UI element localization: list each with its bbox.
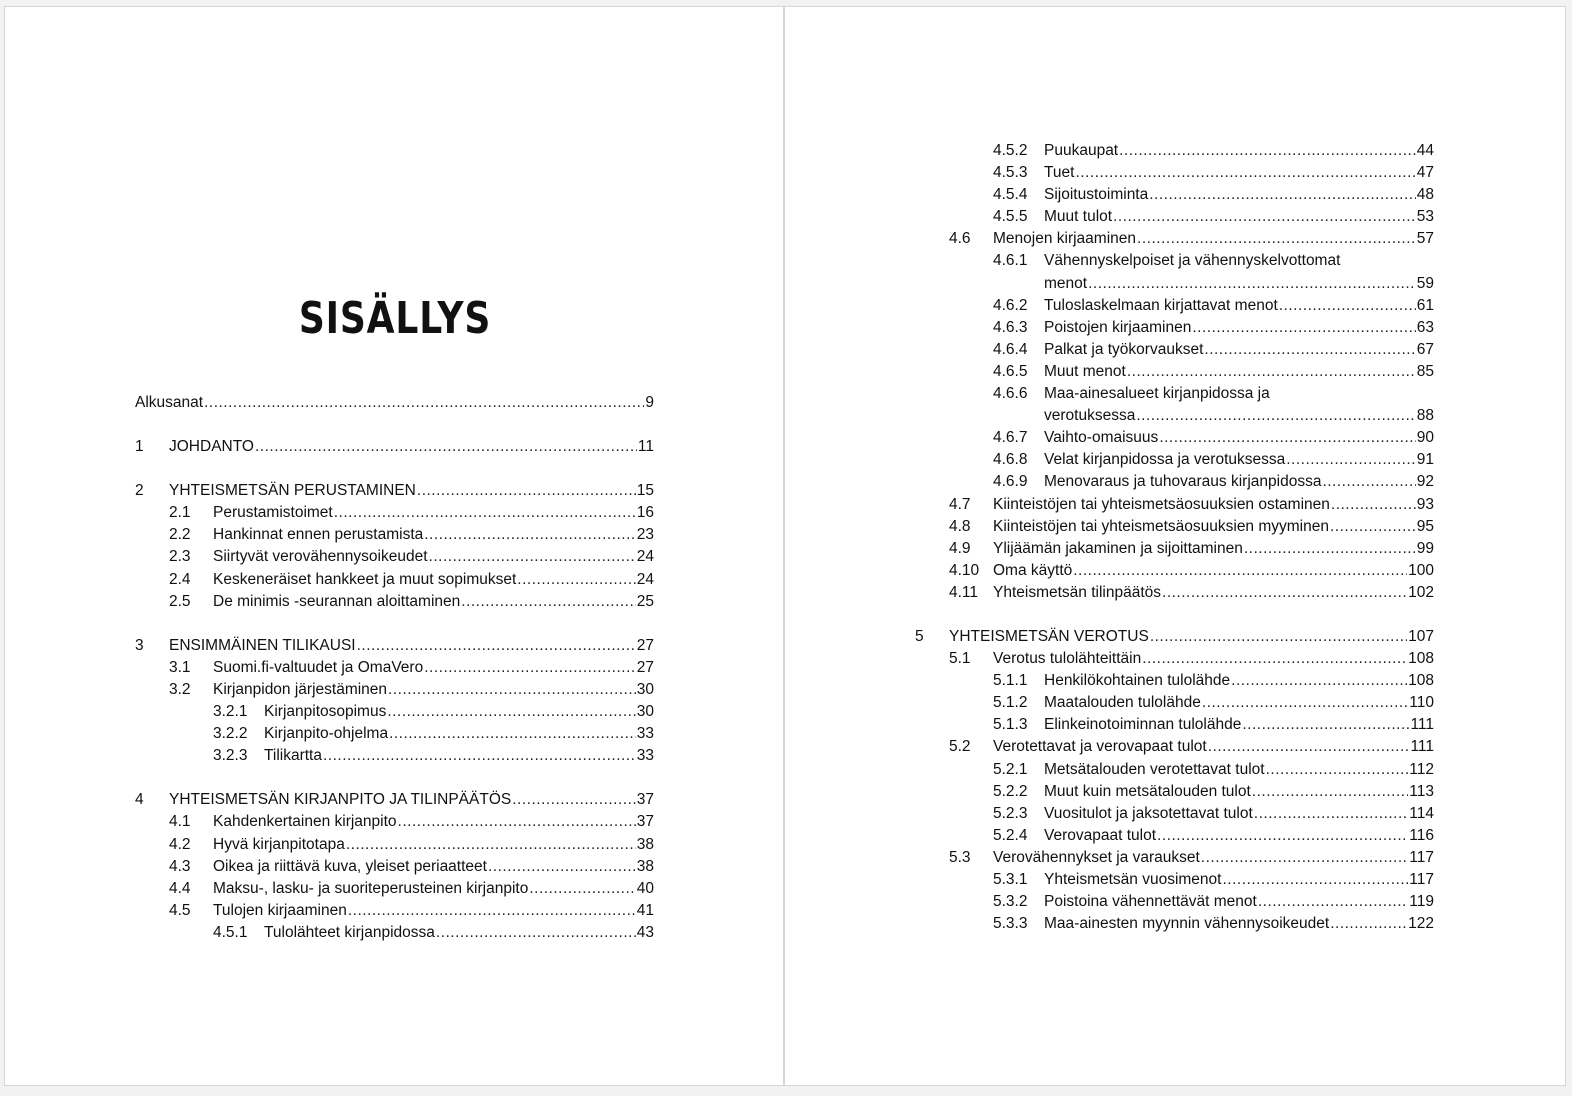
toc-entry <box>135 436 654 458</box>
toc-entry-title: Kiinteistöjen tai yhteismetsäosuuksien myyminen <box>993 517 1329 535</box>
toc-entry-title: Oma käyttö <box>993 561 1073 579</box>
toc-entry <box>915 648 1434 670</box>
toc-entry-number: 5.3.1 <box>993 871 1028 888</box>
toc-entry-number: 5.1.3 <box>993 716 1028 734</box>
toc-entry-page: 33 <box>636 725 654 743</box>
toc-entry-title: Menojen kirjaaminen <box>993 230 1137 248</box>
toc-leader-dots <box>1244 538 1416 560</box>
toc-entry-title: Verotus tulolähteittäin <box>993 650 1142 668</box>
toc-entry-title: Maksu-, lasku- ja suoriteperusteinen kirjanpito <box>213 879 529 897</box>
toc-leader-dots <box>1201 847 1408 869</box>
toc-entry-page: 67 <box>1416 340 1434 358</box>
toc-entry-title: Kirjanpitosopimus <box>264 703 387 721</box>
toc-leader-dots <box>529 878 635 900</box>
toc-entry-number: 2.4 <box>169 570 191 588</box>
toc-entry-page: 111 <box>1410 716 1434 734</box>
toc-entry-page: 92 <box>1416 473 1434 491</box>
toc-entry <box>915 471 1434 493</box>
toc-entry <box>915 206 1434 228</box>
toc-entry-title: Sijoitustoiminta <box>1044 186 1149 204</box>
toc-entry-number: 3.2.1 <box>213 703 248 721</box>
toc-entry <box>135 502 654 524</box>
toc-entry-title: Alkusanat <box>135 394 204 411</box>
toc-entry-number: 4.5.1 <box>213 923 248 941</box>
toc-entry-title: Hankinnat ennen perustamista <box>213 526 424 544</box>
toc-entry <box>915 516 1434 538</box>
toc-entry-number: 5.2 <box>949 738 971 756</box>
toc-leader-dots <box>488 856 636 878</box>
toc-entry-number: 4 <box>135 791 144 809</box>
toc-entry <box>915 361 1434 383</box>
toc-entry-title: Muut tulot <box>1044 208 1113 226</box>
toc-entry-number: 2.2 <box>169 526 191 544</box>
toc-entry <box>915 736 1434 758</box>
toc-entry-page: 63 <box>1416 318 1434 336</box>
toc-leader-dots <box>1279 295 1416 317</box>
toc-entry-page: 100 <box>1408 561 1434 579</box>
toc-entry-page: 40 <box>636 879 654 897</box>
toc-entry-number: 4.8 <box>949 517 971 535</box>
toc-entry-number: 2.5 <box>169 592 191 610</box>
toc-entry-page: 108 <box>1408 650 1434 668</box>
toc-leader-dots <box>1208 736 1410 758</box>
toc-entry-number: 4.5 <box>169 901 191 919</box>
toc-entry-number: 3 <box>135 636 144 654</box>
toc-entry-number: 4.2 <box>169 835 191 853</box>
toc-entry-page: 30 <box>636 680 654 698</box>
toc-entry <box>915 560 1434 582</box>
toc-entry <box>915 140 1434 162</box>
toc-entry-number: 5.3.3 <box>993 915 1028 933</box>
toc-entry <box>915 626 1434 648</box>
toc-entry <box>135 922 654 944</box>
toc-entry-page: 102 <box>1408 583 1434 601</box>
toc-entry-page: 90 <box>1416 429 1434 447</box>
toc-entry-title: Oikea ja riittävä kuva, yleiset periaatteet <box>213 857 487 875</box>
toc-entry-number: 4.6 <box>949 230 971 248</box>
toc-entry-page: 38 <box>636 857 654 875</box>
toc-leader-dots <box>424 657 636 679</box>
toc-leader-dots <box>346 834 636 856</box>
toc-entry <box>135 834 654 856</box>
toc-entry-number: 5.3 <box>949 848 971 866</box>
toc-entry-title: Palkat ja työkorvaukset <box>1044 340 1204 358</box>
toc-entry <box>135 546 654 568</box>
toc-entry-number: 4.6.4 <box>993 340 1028 358</box>
toc-entry-page: 37 <box>636 813 654 831</box>
toc-entry-title: Tilikartta <box>264 747 322 765</box>
toc-leader-dots <box>512 789 636 811</box>
toc-entry-page: 53 <box>1416 208 1434 226</box>
toc-entry <box>135 657 654 679</box>
toc-entry-number: 3.2 <box>169 680 191 698</box>
toc-leader-dots <box>255 436 637 458</box>
toc-entry-number: 1 <box>135 438 144 456</box>
toc-entry-page: 122 <box>1408 915 1434 933</box>
toc-entry-number: 4.6.9 <box>993 473 1028 491</box>
toc-entry-title: Muut menot <box>1044 362 1126 380</box>
toc-leader-dots <box>1331 494 1416 516</box>
toc-entry-number: 4.6.6 <box>993 385 1028 403</box>
toc-entry <box>915 913 1434 935</box>
toc-entry-title: Maa-ainesten myynnin vähennysoikeudet <box>1044 915 1330 933</box>
toc-entry <box>135 569 654 591</box>
toc-entry-number: 4.11 <box>949 583 979 601</box>
toc-entry-title: Vaihto-omaisuus <box>1044 429 1159 447</box>
toc-entry-number: 4.6.8 <box>993 451 1028 469</box>
toc-leader-dots <box>1322 471 1415 493</box>
toc-entry-page: 33 <box>636 747 654 765</box>
toc-entry <box>135 723 654 745</box>
toc-entry-page: 113 <box>1409 782 1434 800</box>
toc-entry-title: Verovähennykset ja varaukset <box>993 848 1200 866</box>
toc-entry-page: 23 <box>636 526 654 544</box>
toc-entry <box>915 582 1434 604</box>
toc-entry <box>915 538 1434 560</box>
toc-leader-dots <box>1137 228 1416 250</box>
toc-entry-number: 4.6.7 <box>993 429 1028 447</box>
toc-leader-dots <box>424 524 636 546</box>
toc-entry-number: 5.2.4 <box>993 826 1028 844</box>
toc-entry-number: 4.5.3 <box>993 164 1028 182</box>
toc-entry <box>915 228 1434 250</box>
toc-leader-dots <box>1136 405 1415 427</box>
toc-entry-page: 47 <box>1416 164 1434 182</box>
toc-entry <box>915 250 1434 272</box>
toc-leader-dots <box>1113 206 1416 228</box>
toc-entry-number: 5.1 <box>949 650 971 668</box>
toc-entry <box>135 745 654 767</box>
toc-entry-page: 111 <box>1410 738 1434 756</box>
toc-entry-title: Maatalouden tulolähde <box>1044 694 1201 712</box>
toc-entry-page: 119 <box>1409 893 1434 911</box>
toc-entry-title: Menovaraus ja tuhovaraus kirjanpidossa <box>1044 473 1322 491</box>
toc-entry-number: 4.7 <box>949 495 971 513</box>
toc-entry-number: 5.1.2 <box>993 694 1028 712</box>
toc-entry-title: YHTEISMETSÄN PERUSTAMINEN <box>169 482 416 500</box>
right-page <box>784 6 1566 1086</box>
toc-entry-continuation <box>915 405 1434 427</box>
toc-leader-dots <box>1242 714 1409 736</box>
toc-entry-title: Henkilökohtainen tulolähde <box>1044 672 1231 690</box>
toc-entry-page: 11 <box>637 438 654 456</box>
toc-entry <box>135 900 654 922</box>
toc-entry <box>915 339 1434 361</box>
toc-entry-page: 108 <box>1408 672 1434 690</box>
toc-entry-number: 4.6.5 <box>993 362 1028 380</box>
toc-entry <box>135 524 654 546</box>
toc-entry-title: Tuet <box>1044 164 1075 182</box>
toc-entry <box>915 427 1434 449</box>
toc-leader-dots <box>389 723 636 745</box>
toc-entry-title: Hyvä kirjanpitotapa <box>213 835 345 853</box>
toc-entry-title: ENSIMMÄINEN TILIKAUSI <box>169 636 356 654</box>
toc-entry <box>915 494 1434 516</box>
toc-leader-dots <box>1127 361 1416 383</box>
toc-entry-page: 117 <box>1409 871 1434 888</box>
toc-entry-title: YHTEISMETSÄN KIRJANPITO JA TILINPÄÄTÖS <box>169 791 512 809</box>
toc-entry-page: 117 <box>1409 848 1434 866</box>
toc-entry-number: 4.6.1 <box>993 252 1028 270</box>
toc-entry-page: 57 <box>1416 230 1434 248</box>
page-title: SISÄLLYS <box>298 293 492 344</box>
toc-entry <box>915 759 1434 781</box>
toc-entry-number: 3.2.3 <box>213 747 248 765</box>
toc-leader-dots <box>1286 449 1416 471</box>
toc-entry-page: 41 <box>636 901 654 919</box>
toc-entry <box>915 295 1434 317</box>
toc-leader-dots <box>334 502 636 524</box>
toc-leader-dots <box>1258 891 1408 913</box>
toc-entry <box>135 856 654 878</box>
toc-entry <box>915 825 1434 847</box>
toc-entry-page: 38 <box>636 835 654 853</box>
toc-entry-title: Metsätalouden verotettavat tulot <box>1044 760 1265 778</box>
toc-entry <box>915 714 1434 736</box>
toc-entry <box>135 679 654 701</box>
toc-entry-number: 3.2.2 <box>213 725 248 743</box>
toc-entry-page: 116 <box>1409 826 1434 844</box>
toc-leader-dots <box>323 745 636 767</box>
toc-entry-page: 61 <box>1416 296 1434 314</box>
toc-entry-page: 24 <box>636 570 654 588</box>
toc-entry-number: 3.1 <box>169 658 191 676</box>
toc-entry-number: 2.3 <box>169 548 191 566</box>
toc-entry-title: Verotettavat ja verovapaat tulot <box>993 738 1207 756</box>
toc-entry-title: Vuositulot ja jaksotettavat tulot <box>1044 804 1253 822</box>
toc-entry <box>915 803 1434 825</box>
toc-entry-number: 5.2.2 <box>993 782 1028 800</box>
toc-entry <box>135 591 654 613</box>
toc-entry-page: 25 <box>636 592 654 610</box>
toc-entry-page: 27 <box>636 636 654 654</box>
toc-leader-dots <box>1073 560 1407 582</box>
toc-entry-page: 15 <box>636 482 654 500</box>
toc-leader-dots <box>1159 427 1415 449</box>
toc-leader-dots <box>204 392 644 414</box>
toc-entry <box>135 480 654 502</box>
toc-entry-page: 30 <box>636 703 654 721</box>
toc-entry-title: Velat kirjanpidossa ja verotuksessa <box>1044 451 1286 469</box>
toc-entry-number: 2 <box>135 482 144 500</box>
toc-leader-dots <box>388 679 636 701</box>
toc-leader-dots <box>1157 825 1408 847</box>
toc-entry-title: Verovapaat tulot <box>1044 826 1157 844</box>
toc-entry-number: 4.5.2 <box>993 142 1028 159</box>
toc-leader-dots <box>436 922 636 944</box>
toc-entry-number: 4.6.3 <box>993 318 1028 336</box>
left-page <box>4 6 784 1086</box>
toc-leader-dots <box>398 811 636 833</box>
toc-entry-title: Siirtyvät verovähennysoikeudet <box>213 548 428 566</box>
toc-entry-page: 44 <box>1416 142 1434 159</box>
toc-leader-dots <box>1162 582 1407 604</box>
toc-entry <box>915 891 1434 913</box>
toc-entry-title: Puukaupat <box>1044 142 1119 159</box>
toc-entry-title: Suomi.fi-valtuudet ja OmaVero <box>213 658 424 676</box>
toc-entry <box>915 869 1434 891</box>
toc-leader-dots <box>1222 869 1408 891</box>
toc-entry <box>135 789 654 811</box>
toc-entry-page: 88 <box>1416 407 1434 425</box>
toc-entry-number: 4.1 <box>169 813 191 831</box>
toc-entry-title: Vähennyskelpoiset ja vähennyskelvottomat <box>1044 252 1341 270</box>
toc-entry-number: 5.2.3 <box>993 804 1028 822</box>
toc-entry <box>135 635 654 657</box>
toc-entry-number: 4.4 <box>169 879 191 897</box>
toc-entry-page: 43 <box>636 923 654 941</box>
toc-leader-dots <box>1202 692 1408 714</box>
toc-entry-number: 2.1 <box>169 504 191 522</box>
table-of-contents-right <box>915 140 1434 935</box>
toc-entry-page: 114 <box>1409 804 1434 822</box>
toc-leader-dots <box>1330 516 1416 538</box>
toc-entry-title: Kiinteistöjen tai yhteismetsäosuuksien ostaminen <box>993 495 1330 513</box>
toc-entry <box>915 847 1434 869</box>
toc-entry-title: JOHDANTO <box>169 438 254 456</box>
toc-leader-dots <box>1231 670 1407 692</box>
toc-entry-title: Tuloslaskelmaan kirjattavat menot <box>1044 296 1278 314</box>
toc-entry-page: 95 <box>1416 517 1434 535</box>
toc-entry-title: Yhteismetsän vuosimenot <box>1044 871 1222 888</box>
table-of-contents-left <box>135 392 654 944</box>
toc-leader-dots <box>348 900 636 922</box>
toc-entry-page: 85 <box>1416 362 1434 380</box>
toc-entry-number: 4.10 <box>949 561 980 579</box>
toc-entry-title: Keskeneräiset hankkeet ja muut sopimukset <box>213 570 517 588</box>
toc-entry-number: 5.2.1 <box>993 760 1028 778</box>
toc-entry <box>915 781 1434 803</box>
toc-entry-page: 48 <box>1416 186 1434 204</box>
toc-leader-dots <box>429 546 636 568</box>
toc-entry-title: Kirjanpidon järjestäminen <box>213 680 388 698</box>
toc-entry-number: 4.5.4 <box>993 186 1028 204</box>
toc-leader-dots <box>517 569 635 591</box>
toc-leader-dots <box>417 480 636 502</box>
toc-leader-dots <box>387 701 635 723</box>
toc-entry-page: 110 <box>1409 694 1434 712</box>
toc-entry-title: De minimis -seurannan aloittaminen <box>213 592 461 610</box>
toc-leader-dots <box>1252 781 1408 803</box>
toc-entry-page: 93 <box>1416 495 1434 513</box>
toc-leader-dots <box>1075 162 1415 184</box>
toc-entry-title: Ylijäämän jakaminen ja sijoittaminen <box>993 539 1243 557</box>
toc-leader-dots <box>1150 626 1407 648</box>
toc-entry-title: Poistoina vähennettävät menot <box>1044 893 1257 911</box>
toc-entry-number: 4.3 <box>169 857 191 875</box>
toc-entry-title: YHTEISMETSÄN VEROTUS <box>949 627 1149 645</box>
toc-entry-title: Tulojen kirjaaminen <box>213 901 347 919</box>
toc-entry-page: 59 <box>1416 274 1434 292</box>
toc-entry-title: Kirjanpito-ohjelma <box>264 725 389 743</box>
toc-entry-number: 5.3.2 <box>993 893 1028 911</box>
toc-entry <box>135 878 654 900</box>
toc-leader-dots <box>1192 317 1415 339</box>
toc-entry-page: 99 <box>1416 539 1434 557</box>
toc-entry-title-continued: verotuksessa <box>1044 407 1136 425</box>
toc-entry-page: 27 <box>636 658 654 676</box>
toc-entry-page: 24 <box>636 548 654 566</box>
toc-entry-page: 9 <box>645 394 654 411</box>
toc-entry-title-continued: menot <box>1044 274 1088 292</box>
toc-entry-page: 112 <box>1409 760 1434 778</box>
toc-entry <box>135 811 654 833</box>
toc-leader-dots <box>461 591 635 613</box>
toc-entry-title: Perustamistoimet <box>213 504 333 522</box>
toc-entry-title: Elinkeinotoiminnan tulolähde <box>1044 716 1242 734</box>
toc-entry <box>915 383 1434 405</box>
toc-entry-number: 4.5.5 <box>993 208 1028 226</box>
toc-entry-title: Muut kuin metsätalouden tulot <box>1044 782 1251 800</box>
toc-entry-number: 4.6.2 <box>993 296 1028 314</box>
toc-entry <box>915 670 1434 692</box>
toc-leader-dots <box>1266 759 1409 781</box>
toc-entry <box>135 392 654 414</box>
toc-entry-number: 4.9 <box>949 539 971 557</box>
toc-entry-number: 5.1.1 <box>993 672 1028 690</box>
toc-entry-page: 16 <box>636 504 654 522</box>
toc-entry-title: Yhteismetsän tilinpäätös <box>993 583 1162 601</box>
toc-entry <box>915 317 1434 339</box>
toc-entry-title: Kahdenkertainen kirjanpito <box>213 813 397 831</box>
toc-entry <box>915 162 1434 184</box>
toc-leader-dots <box>1204 339 1415 361</box>
toc-entry-page: 37 <box>636 791 654 809</box>
toc-entry-continuation <box>915 273 1434 295</box>
toc-entry-page: 107 <box>1408 627 1434 645</box>
toc-leader-dots <box>1119 140 1416 162</box>
toc-leader-dots <box>357 635 636 657</box>
toc-entry-number: 5 <box>915 627 924 645</box>
toc-leader-dots <box>1330 913 1407 935</box>
toc-entry-title: Maa-ainesalueet kirjanpidossa ja <box>1044 385 1270 403</box>
toc-entry <box>915 184 1434 206</box>
toc-entry <box>915 692 1434 714</box>
toc-leader-dots <box>1254 803 1408 825</box>
toc-leader-dots <box>1149 184 1416 206</box>
toc-entry-title: Tulolähteet kirjanpidossa <box>264 923 435 941</box>
toc-leader-dots <box>1142 648 1407 670</box>
toc-entry <box>135 701 654 723</box>
toc-entry-page: 91 <box>1416 451 1434 469</box>
toc-leader-dots <box>1088 273 1416 295</box>
toc-entry-title: Poistojen kirjaaminen <box>1044 318 1192 336</box>
toc-entry <box>915 449 1434 471</box>
